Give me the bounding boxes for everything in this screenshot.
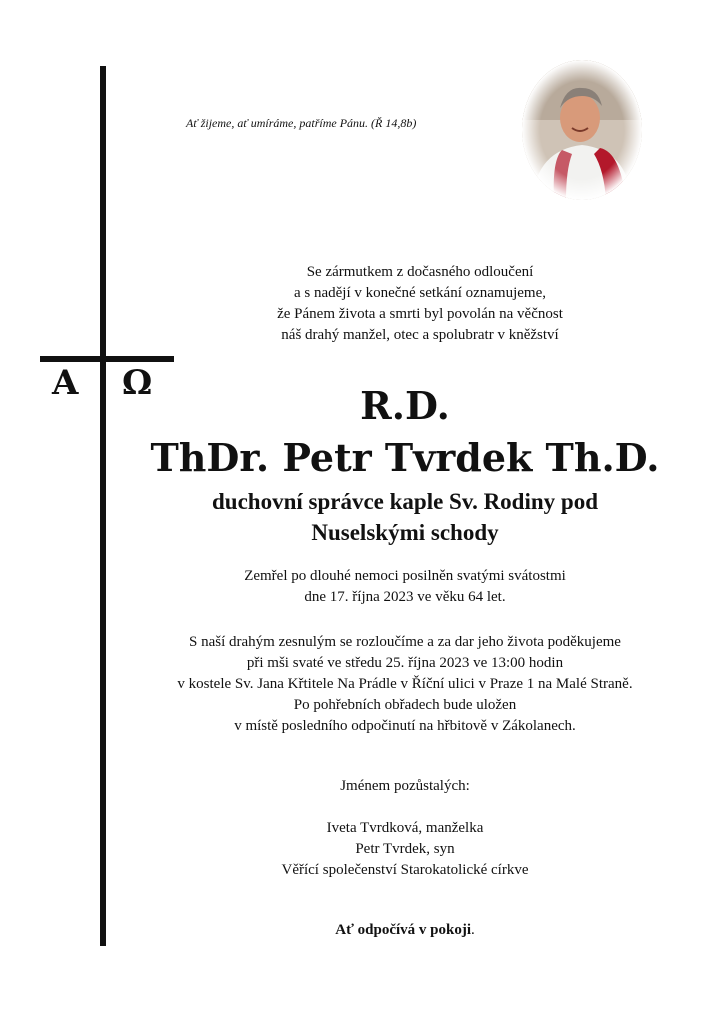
omega-symbol: Ω — [122, 363, 153, 403]
death-line: Zemřel po dlouhé nemoci posilněn svatými svátostmi — [244, 568, 566, 584]
closing-punctuation: . — [471, 922, 475, 938]
funeral-line: Po pohřebních obřadech bude uložen — [293, 697, 517, 713]
intro-line: že Pánem života a smrti byl povolán na věčnost — [277, 306, 563, 322]
funeral-line: při mši svaté ve středu 25. října 2023 ve 13:00 hodin — [246, 655, 564, 671]
relative-entry: Iveta Tvrdková, manželka — [326, 820, 484, 836]
relatives-list — [45, 818, 720, 881]
on-behalf-heading: Jménem pozůstalých: — [340, 778, 470, 794]
intro-line: Se zármutkem z dočasného odloučení — [306, 264, 534, 280]
cross-horizontal-bar — [40, 356, 174, 362]
funeral-line: S naší drahým zesnulým se rozloučíme a za dar jeho života poděkujeme — [189, 634, 621, 650]
closing-blessing — [45, 920, 720, 941]
deceased-name: ThDr. Petr Tvrdek Th.D. — [150, 435, 660, 480]
portrait-illustration — [522, 60, 642, 200]
name-prefix: R.D. — [360, 383, 450, 428]
intro-line: a s nadějí v konečné setkání oznamujeme, — [294, 285, 546, 301]
death-line: dne 17. října 2023 ve věku 64 let. — [304, 589, 506, 605]
funeral-info — [45, 632, 720, 737]
closing-text: Ať odpočívá v pokoji — [335, 922, 471, 938]
bible-motto: Ať žijeme, ať umíráme, patříme Pánu. (Ř 14,8b) — [186, 116, 417, 130]
death-info — [45, 566, 720, 608]
alpha-symbol: A — [52, 363, 79, 403]
funeral-line: v kostele Sv. Jana Křtitele Na Prádle v Říční ulici v Praze 1 na Malé Straně. — [177, 676, 633, 692]
funeral-line: v místě posledního odpočinutí na hřbitově v Zákolanech. — [234, 718, 576, 734]
intro-line: náš drahý manžel, otec a spolubratr v kněžství — [281, 327, 559, 343]
relative-entry: Petr Tvrdek, syn — [355, 841, 455, 857]
role-line: duchovní správce kaple Sv. Rodiny pod — [211, 489, 598, 514]
deceased-role — [45, 486, 720, 548]
role-line: Nuselskými schody — [311, 520, 499, 545]
portrait-photo — [522, 60, 642, 200]
relative-entry: Věřící společenství Starokatolické církve — [281, 862, 529, 878]
announcement-intro — [40, 262, 720, 346]
